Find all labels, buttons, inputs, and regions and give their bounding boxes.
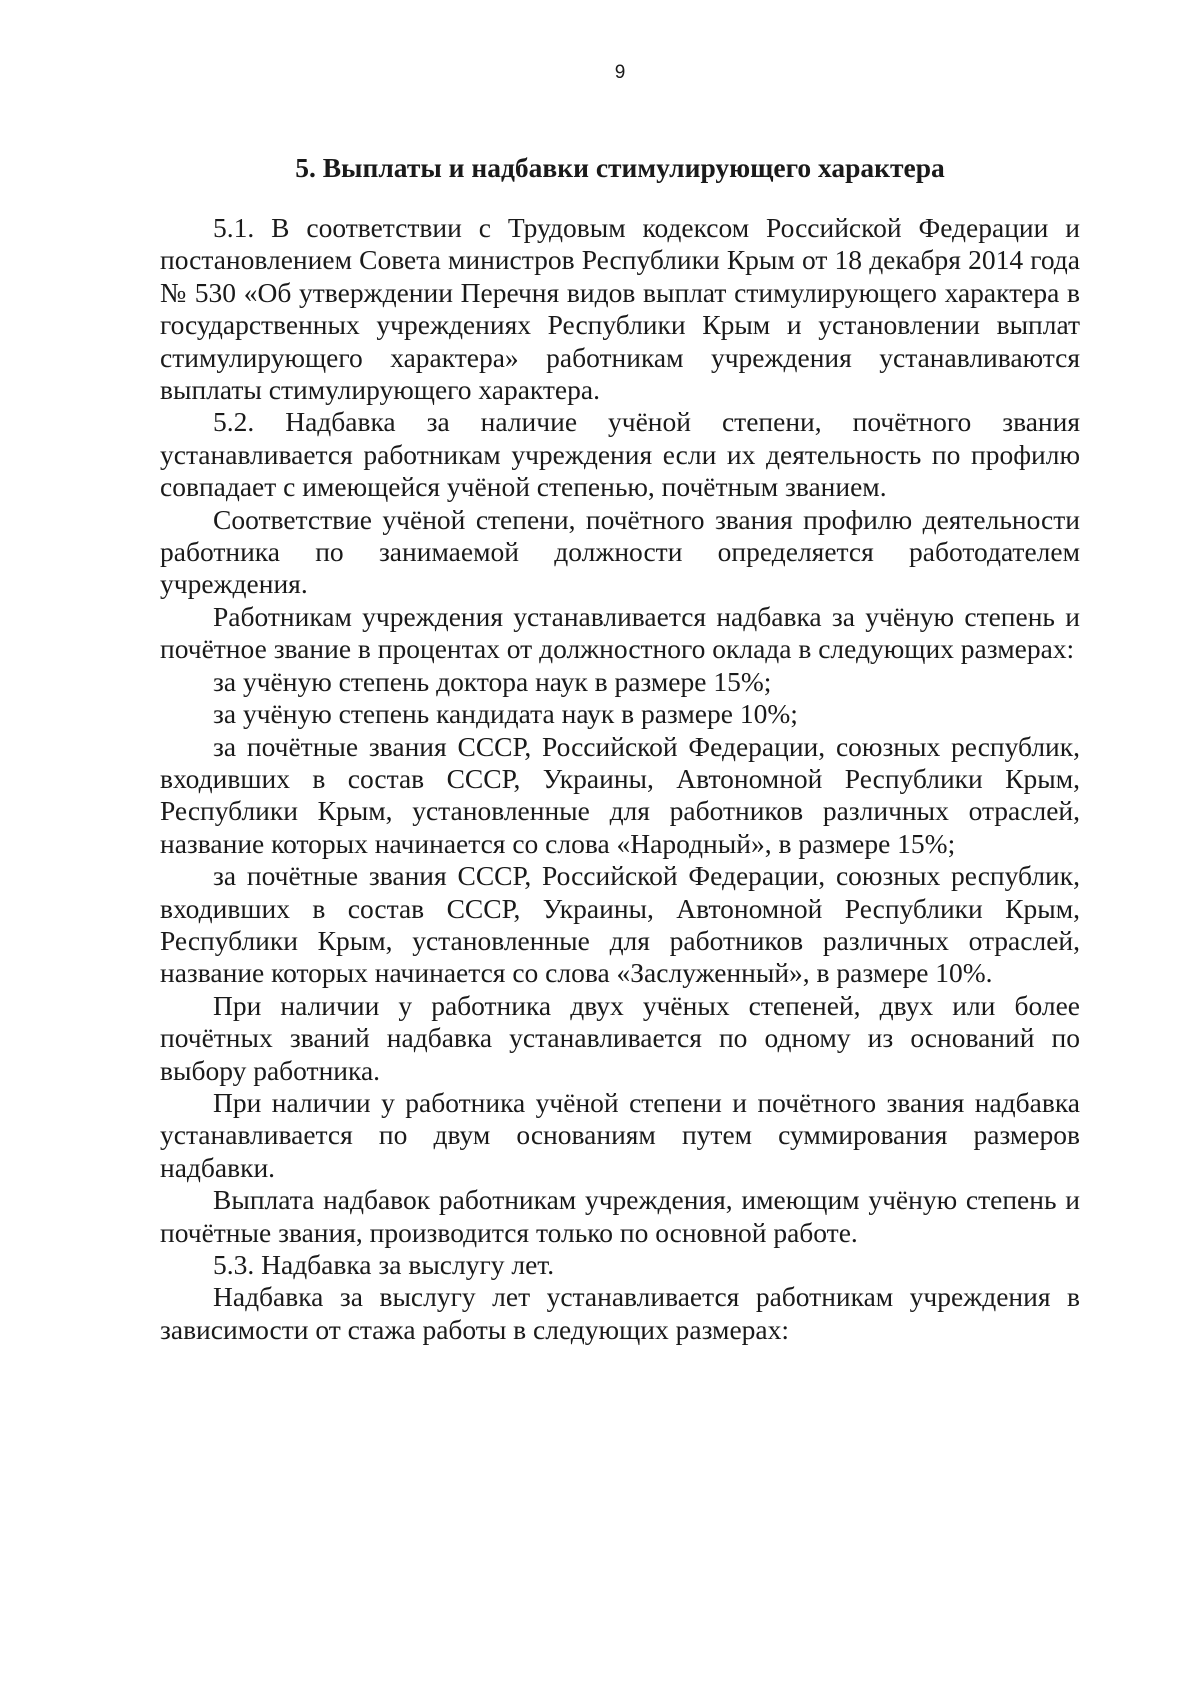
paragraph-seniority: Надбавка за выслугу лет устанавливается работникам учреждения в зависимости от стажа работы в следующих размерах: <box>160 1281 1080 1345</box>
paragraph-5-1: 5.1. В соответствии с Трудовым кодексом Российской Федерации и постановлением Совета министров Республики Крым от 18 декабря 2014 года № 530 «Об утверждении Перечня видов выплат стимулирующего характера в государственных учреждениях Республики Крым и установлении выплат стимулирующего характера» работникам учреждения устанавливаются выплаты стимулирующего характера. <box>160 212 1080 406</box>
list-item-zasluzhenny: за почётные звания СССР, Российской Федерации, союзных республик, входивших в состав СССР, Украины, Автономной Республики Крым, Республики Крым, установленные для работников различных отраслей, название которых начинается со слова «Заслуженный», в размере 10%. <box>160 860 1080 989</box>
list-item-narodny: за почётные звания СССР, Российской Федерации, союзных республик, входивших в состав СССР, Украины, Автономной Республики Крым, Республики Крым, установленные для работников различных отраслей, название которых начинается со слова «Народный», в размере 15%; <box>160 730 1080 859</box>
paragraph-multiple-degrees: При наличии у работника двух учёных степеней, двух или более почётных званий надбавка устанавливается по одному из оснований по выбору работника. <box>160 989 1080 1086</box>
paragraph-compliance: Соответствие учёной степени, почётного звания профилю деятельности работника по занимаемой должности определяется работодателем учреждения. <box>160 503 1080 600</box>
paragraph-rates-intro: Работникам учреждения устанавливается надбавка за учёную степень и почётное звание в процентах от должностного оклада в следующих размерах: <box>160 600 1080 665</box>
section-heading: 5. Выплаты и надбавки стимулирующего характера <box>295 152 945 183</box>
paragraph-5-2: 5.2. Надбавка за наличие учёной степени, почётного звания устанавливается работникам учреждения если их деятельность по профилю совпадает с имеющейся учёной степенью, почётным званием. <box>160 406 1080 503</box>
list-item-candidate: за учёную степень кандидата наук в размере 10%; <box>213 698 798 730</box>
page-number: 9 <box>614 62 626 83</box>
paragraph-main-work: Выплата надбавок работникам учреждения, имеющим учёную степень и почётные звания, производится только по основной работе. <box>160 1184 1080 1248</box>
paragraph-degree-and-title: При наличии у работника учёной степени и почётного звания надбавка устанавливается по двум основаниям путем суммирования размеров надбавки. <box>160 1086 1080 1183</box>
list-item-doctor: за учёную степень доктора наук в размере 15%; <box>213 665 772 697</box>
document-body <box>160 212 1080 1346</box>
paragraph-5-3: 5.3. Надбавка за выслугу лет. <box>213 1249 555 1280</box>
